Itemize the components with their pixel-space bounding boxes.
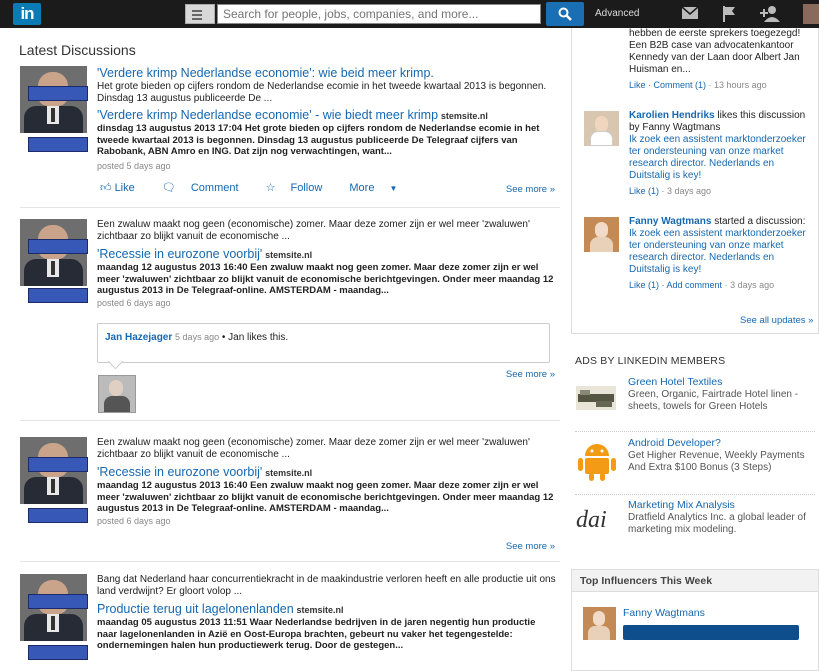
see-more-link[interactable]: See more » xyxy=(505,541,555,552)
like-link[interactable]: Like (1) xyxy=(629,280,660,290)
chevron-down-icon: ▼ xyxy=(389,184,398,193)
discussion-item xyxy=(20,437,560,557)
like-link[interactable]: Like xyxy=(629,80,646,90)
update-time: · 3 days ago xyxy=(661,186,712,196)
discussion-intro: Een zwaluw maakt nog geen (economische) zomer. Maar deze zomer zijn er wel meer 'zwaluwen' zichtbaar zo blijkt vanuit de economische ... xyxy=(97,437,530,460)
liker-photo[interactable] xyxy=(98,375,136,413)
article-snippet: maandag 12 augustus 2013 16:40 Een zwaluw maakt nog geen zomer. Maar deze zomer zijn er wel meer 'zwaluwen' zichtbaar zo blijkt vanuit de economische berichtgevingen. Onder meer maandag 12 augustus 2013 in De Telegraaf-online. AMSTERDAM - maandag... xyxy=(97,480,554,514)
divider xyxy=(20,207,560,208)
search-icon xyxy=(558,7,572,21)
search-type-dropdown[interactable] xyxy=(185,4,215,24)
more-menu-button[interactable] xyxy=(349,182,409,194)
comment-text: • Jan likes this. xyxy=(221,332,289,343)
profile-avatar[interactable] xyxy=(803,4,819,24)
follow-button[interactable] xyxy=(266,182,335,194)
redaction-bar xyxy=(28,137,88,152)
update-time: · 3 days ago xyxy=(724,280,775,290)
update-item xyxy=(629,110,814,197)
ad-title-link[interactable]: Green Hotel Textiles xyxy=(628,376,723,388)
member-name[interactable]: Karolien Hendriks xyxy=(629,110,715,121)
star-icon: ☆ xyxy=(265,182,276,194)
like-button[interactable]: 👍︎ Like xyxy=(100,182,135,194)
top-influencers-panel xyxy=(571,569,819,671)
article-source: stemsite.nl xyxy=(265,250,313,260)
ad-item xyxy=(628,376,816,414)
like-link[interactable]: Like (1) xyxy=(629,186,660,196)
see-all-updates-link[interactable]: See all updates » xyxy=(740,315,814,326)
add-connection-icon[interactable] xyxy=(760,6,780,22)
ads-heading: ADS BY LINKEDIN MEMBERS xyxy=(575,355,726,367)
posted-time: posted 6 days ago xyxy=(97,515,171,526)
member-photo[interactable] xyxy=(584,217,619,252)
article-snippet: maandag 12 augustus 2013 16:40 Een zwaluw maakt nog geen zomer. Maar deze zomer zijn er wel meer 'zwaluwen' zichtbaar zo blijkt vanuit de economische berichtgevingen. Onder meer maandag 12 augustus 2013 in De Telegraaf-online. AMSTERDAM - maandag... xyxy=(97,262,554,296)
update-verb: likes this discussion by Fanny Wagtmans xyxy=(629,110,806,133)
posted-time: posted 6 days ago xyxy=(97,297,171,308)
posted-time: posted 5 days ago xyxy=(97,160,171,171)
influencer-photo[interactable] xyxy=(583,607,616,640)
member-photo[interactable] xyxy=(584,111,619,146)
see-more-link[interactable]: See more » xyxy=(505,369,555,380)
discussion-intro: Een zwaluw maakt nog geen (economische) zomer. Maar deze zomer zijn er wel meer 'zwaluwen' zichtbaar zo blijkt vanuit de economische ... xyxy=(97,219,530,242)
article-snippet: dinsdag 13 augustus 2013 17:04 Het grote bieden op cijfers rondom de Nederlandse ecomie in het tweede kwartaal 2013 is begonnen. Dinsdag 13 augustus publiceerde De Telegraaf cijfers van Rabobank, ABN Amro en ING. Dat zijn nog verwachtingen, want... xyxy=(97,123,540,157)
more-label: More xyxy=(349,182,375,194)
flag-icon[interactable] xyxy=(722,6,736,22)
divider xyxy=(20,420,560,421)
linkedin-logo[interactable] xyxy=(13,3,41,25)
redaction-bar xyxy=(28,457,88,472)
influencer-activity-bar xyxy=(623,625,799,640)
ad-item xyxy=(628,499,816,537)
redaction-bar xyxy=(28,594,88,609)
comment-link[interactable]: Comment (1) xyxy=(653,80,707,90)
divider xyxy=(20,561,560,562)
comment-box xyxy=(97,323,550,363)
see-more-link[interactable]: See more » xyxy=(505,184,555,195)
logo-text: in xyxy=(20,4,34,23)
article-source: stemsite.nl xyxy=(440,111,488,121)
redaction-bar xyxy=(28,288,88,303)
discussion-actions xyxy=(100,181,421,194)
android-robot-icon[interactable] xyxy=(577,440,617,482)
ad-text: Dratfield Analytics Inc. a global leader of marketing mix modeling. xyxy=(628,511,806,535)
update-text: hebben de eerste sprekers toegezegd! Een B2B case van advocatenkantoor Kennedy van der Laan door Albert Jan Huisman en... xyxy=(629,28,801,75)
search-input[interactable] xyxy=(217,4,541,24)
like-label: Like xyxy=(114,182,135,194)
article-snippet: maandag 05 augustus 2013 11:51 Waar Nederlandse bedrijven in de jaren negentig hun productie naar lagelonenlanden in Azië en Oost-Europa brachten, gebeurt nu vaker het tegengestelde: ondernemingen halen hun productiewerk terug. Door de gestegen... xyxy=(97,617,536,651)
discussion-title-link[interactable]: 'Verdere krimp Nederlandse economie': wie beid meer krimp. xyxy=(97,66,434,80)
update-item: hebben de eerste sprekers toegezegd! Een B2B case van advocatenkantoor Kennedy van der Laan door Albert Jan Huisman en... Like · Comment (1) · 13 hours ago xyxy=(629,28,814,91)
ad-title-link[interactable]: Android Developer? xyxy=(628,437,721,449)
update-verb: started a discussion: xyxy=(714,216,806,227)
redaction-bar xyxy=(28,239,88,254)
commenter-name[interactable]: Jan Hazejager xyxy=(105,332,173,343)
ad-item xyxy=(628,437,816,475)
discussion-intro: Het grote bieden op cijfers rondom de Nederlandse ecomie in het tweede kwartaal 2013 is begonnen. Dinsdag 13 augustus publiceerde De ... xyxy=(97,81,547,104)
top-navigation-bar xyxy=(0,0,819,28)
member-name[interactable]: Fanny Wagtmans xyxy=(629,216,712,227)
ad-title-link[interactable]: Marketing Mix Analysis xyxy=(628,499,735,511)
comment-time: 5 days ago xyxy=(175,332,220,342)
ad-text: Green, Organic, Fairtrade Hotel linen - sheets, towels for Green Hotels xyxy=(628,388,799,412)
shared-article-link[interactable]: Productie terug uit lagelonenlanden xyxy=(97,602,294,616)
redaction-bar xyxy=(28,86,88,101)
article-source: stemsite.nl xyxy=(265,468,313,478)
advanced-search-link[interactable]: Advanced xyxy=(595,8,640,19)
ad-text: Get Higher Revenue, Weekly Payments And Extra $100 Bonus (3 Steps) xyxy=(628,449,805,473)
ad-separator xyxy=(575,431,815,432)
search-button[interactable] xyxy=(546,2,584,26)
update-time: · 13 hours ago xyxy=(708,80,767,90)
comment-label: Comment xyxy=(190,182,239,194)
top-influencers-heading: Top Influencers This Week xyxy=(572,570,818,592)
discussion-topic-link[interactable]: Ik zoek een assistent marktonderzoeker ter ondersteuning van onze market research director. Nederlands en Duitstalig is key! xyxy=(629,134,806,181)
discussion-intro: Bang dat Nederland haar concurrentiekracht in de maakindustrie verloren heeft en alle productie uit ons land verdwijnt? Er gloort volop ... xyxy=(97,574,556,597)
comment-button[interactable] xyxy=(162,182,251,194)
discussion-item xyxy=(20,219,560,389)
redaction-bar xyxy=(28,645,88,660)
update-item: Fanny Wagtmans started a discussion: Ik zoek een assistent marktonderzoeker ter ondersteuning van onze market research director. Nederlands en Duitstalig is key! Like (1) · Add comment · 3 days ago xyxy=(629,216,814,291)
dai-logo[interactable]: dai xyxy=(576,507,607,533)
latest-discussions-heading: Latest Discussions xyxy=(19,42,136,58)
shared-article-link[interactable]: 'Recessie in eurozone voorbij' xyxy=(97,247,263,261)
textiles-ad-image[interactable] xyxy=(576,386,616,410)
messages-icon[interactable] xyxy=(681,6,699,20)
ad-separator xyxy=(575,494,815,495)
discussion-item xyxy=(20,574,560,669)
shared-article-link[interactable]: 'Verdere krimp Nederlandse economie' - wie biedt meer krimp xyxy=(97,108,439,122)
discussion-topic-link[interactable]: Ik zoek een assistent marktonderzoeker ter ondersteuning van onze market research director. Nederlands en Duitstalig is key! xyxy=(629,228,806,275)
follow-label: Follow xyxy=(290,182,323,194)
discussion-item xyxy=(20,66,560,206)
redaction-bar xyxy=(28,508,88,523)
comment-icon: 🗨︎ xyxy=(161,182,176,194)
shared-article-link[interactable]: 'Recessie in eurozone voorbij' xyxy=(97,465,263,479)
article-source: stemsite.nl xyxy=(296,605,344,615)
add-comment-link[interactable]: Add comment xyxy=(666,280,723,290)
influencer-name-link[interactable]: Fanny Wagtmans xyxy=(623,607,705,619)
